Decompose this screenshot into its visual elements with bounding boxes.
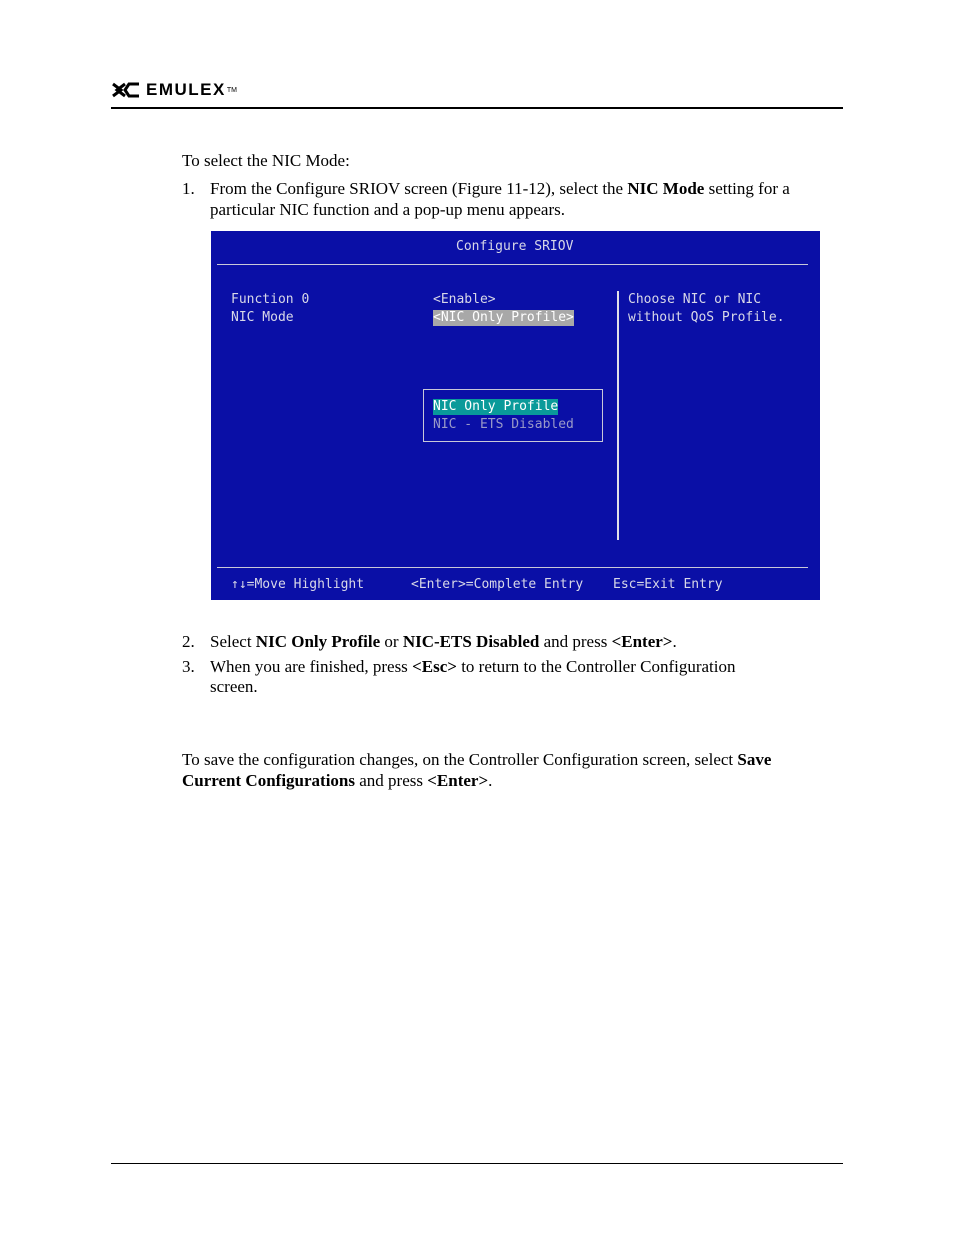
popup-option-nic-ets-disabled[interactable]: NIC - ETS Disabled <box>433 417 574 432</box>
step-3-line-1 <box>210 656 736 677</box>
save-para-text: To save the configuration changes, on the Controller Configuration screen, select <box>182 750 738 769</box>
nic-mode-popup-menu <box>423 389 603 442</box>
bios-row-function-label: Function 0 <box>231 292 310 307</box>
step-3-bold-esc: <Esc> <box>412 657 457 676</box>
step-2-text-press: and press <box>539 632 612 651</box>
step-2-line <box>210 631 677 652</box>
step-2-text-or: or <box>380 632 403 651</box>
save-para-line-1 <box>182 749 771 770</box>
step-2-bold-nic-only: NIC Only Profile <box>255 632 381 651</box>
step-2-period: . <box>672 632 677 651</box>
step-3-line-2: screen. <box>210 677 258 696</box>
emulex-logo-icon <box>111 82 141 98</box>
step-1-text: From the Configure SRIOV screen (Figure 11-12), select the <box>210 179 628 198</box>
bios-row-function-value[interactable]: <Enable> <box>433 292 496 307</box>
step-2-text: Select <box>210 632 256 651</box>
step-2-bold-ets: NIC-ETS Disabled <box>402 632 540 651</box>
step-1-number: 1. <box>182 179 195 198</box>
save-para-text-press: and press <box>355 771 428 790</box>
logo-text: EMULEX <box>146 80 226 99</box>
step-1-text-post: setting for a <box>704 179 790 198</box>
logo-trademark: TM <box>226 86 237 94</box>
step-3-number: 3. <box>182 657 195 676</box>
bios-footer-divider <box>217 567 808 568</box>
configure-sriov-screen <box>211 231 820 600</box>
bios-footer-enter: <Enter>=Complete Entry <box>411 577 584 592</box>
bios-row-nic-mode-label: NIC Mode <box>231 310 294 325</box>
intro-text: To select the NIC Mode: <box>182 151 350 170</box>
save-para-line-2 <box>182 770 492 791</box>
step-2-number: 2. <box>182 632 195 651</box>
bios-title: Configure SRIOV <box>456 239 574 254</box>
step-1-line-2: particular NIC function and a pop-up menu appears. <box>210 200 565 219</box>
bios-footer-move: ↑↓=Move Highlight <box>231 577 365 592</box>
popup-option-nic-only-profile[interactable]: NIC Only Profile <box>433 399 559 414</box>
step-2-bold-enter: <Enter> <box>611 632 673 651</box>
bios-help-line-1: Choose NIC or NIC <box>628 292 762 307</box>
save-para-period: . <box>488 771 493 790</box>
save-para-bold-save: Save <box>737 750 772 769</box>
bios-help-divider <box>617 291 619 540</box>
header-rule <box>111 107 843 109</box>
step-1-line-1 <box>210 178 790 199</box>
bios-row-nic-mode-value[interactable]: <NIC Only Profile> <box>433 310 574 325</box>
step-3-text-post: to return to the Controller Configuration <box>456 657 736 676</box>
step-3-text: When you are finished, press <box>210 657 413 676</box>
footer-rule <box>111 1163 843 1164</box>
bios-help-line-2: without QoS Profile. <box>628 310 785 325</box>
emulex-logo <box>111 80 237 100</box>
bios-title-divider <box>217 264 808 265</box>
save-para-bold-current: Current Configurations <box>182 771 355 790</box>
save-para-bold-enter: <Enter> <box>427 771 489 790</box>
bios-footer-esc: Esc=Exit Entry <box>613 577 723 592</box>
step-1-bold: NIC Mode <box>627 179 705 198</box>
